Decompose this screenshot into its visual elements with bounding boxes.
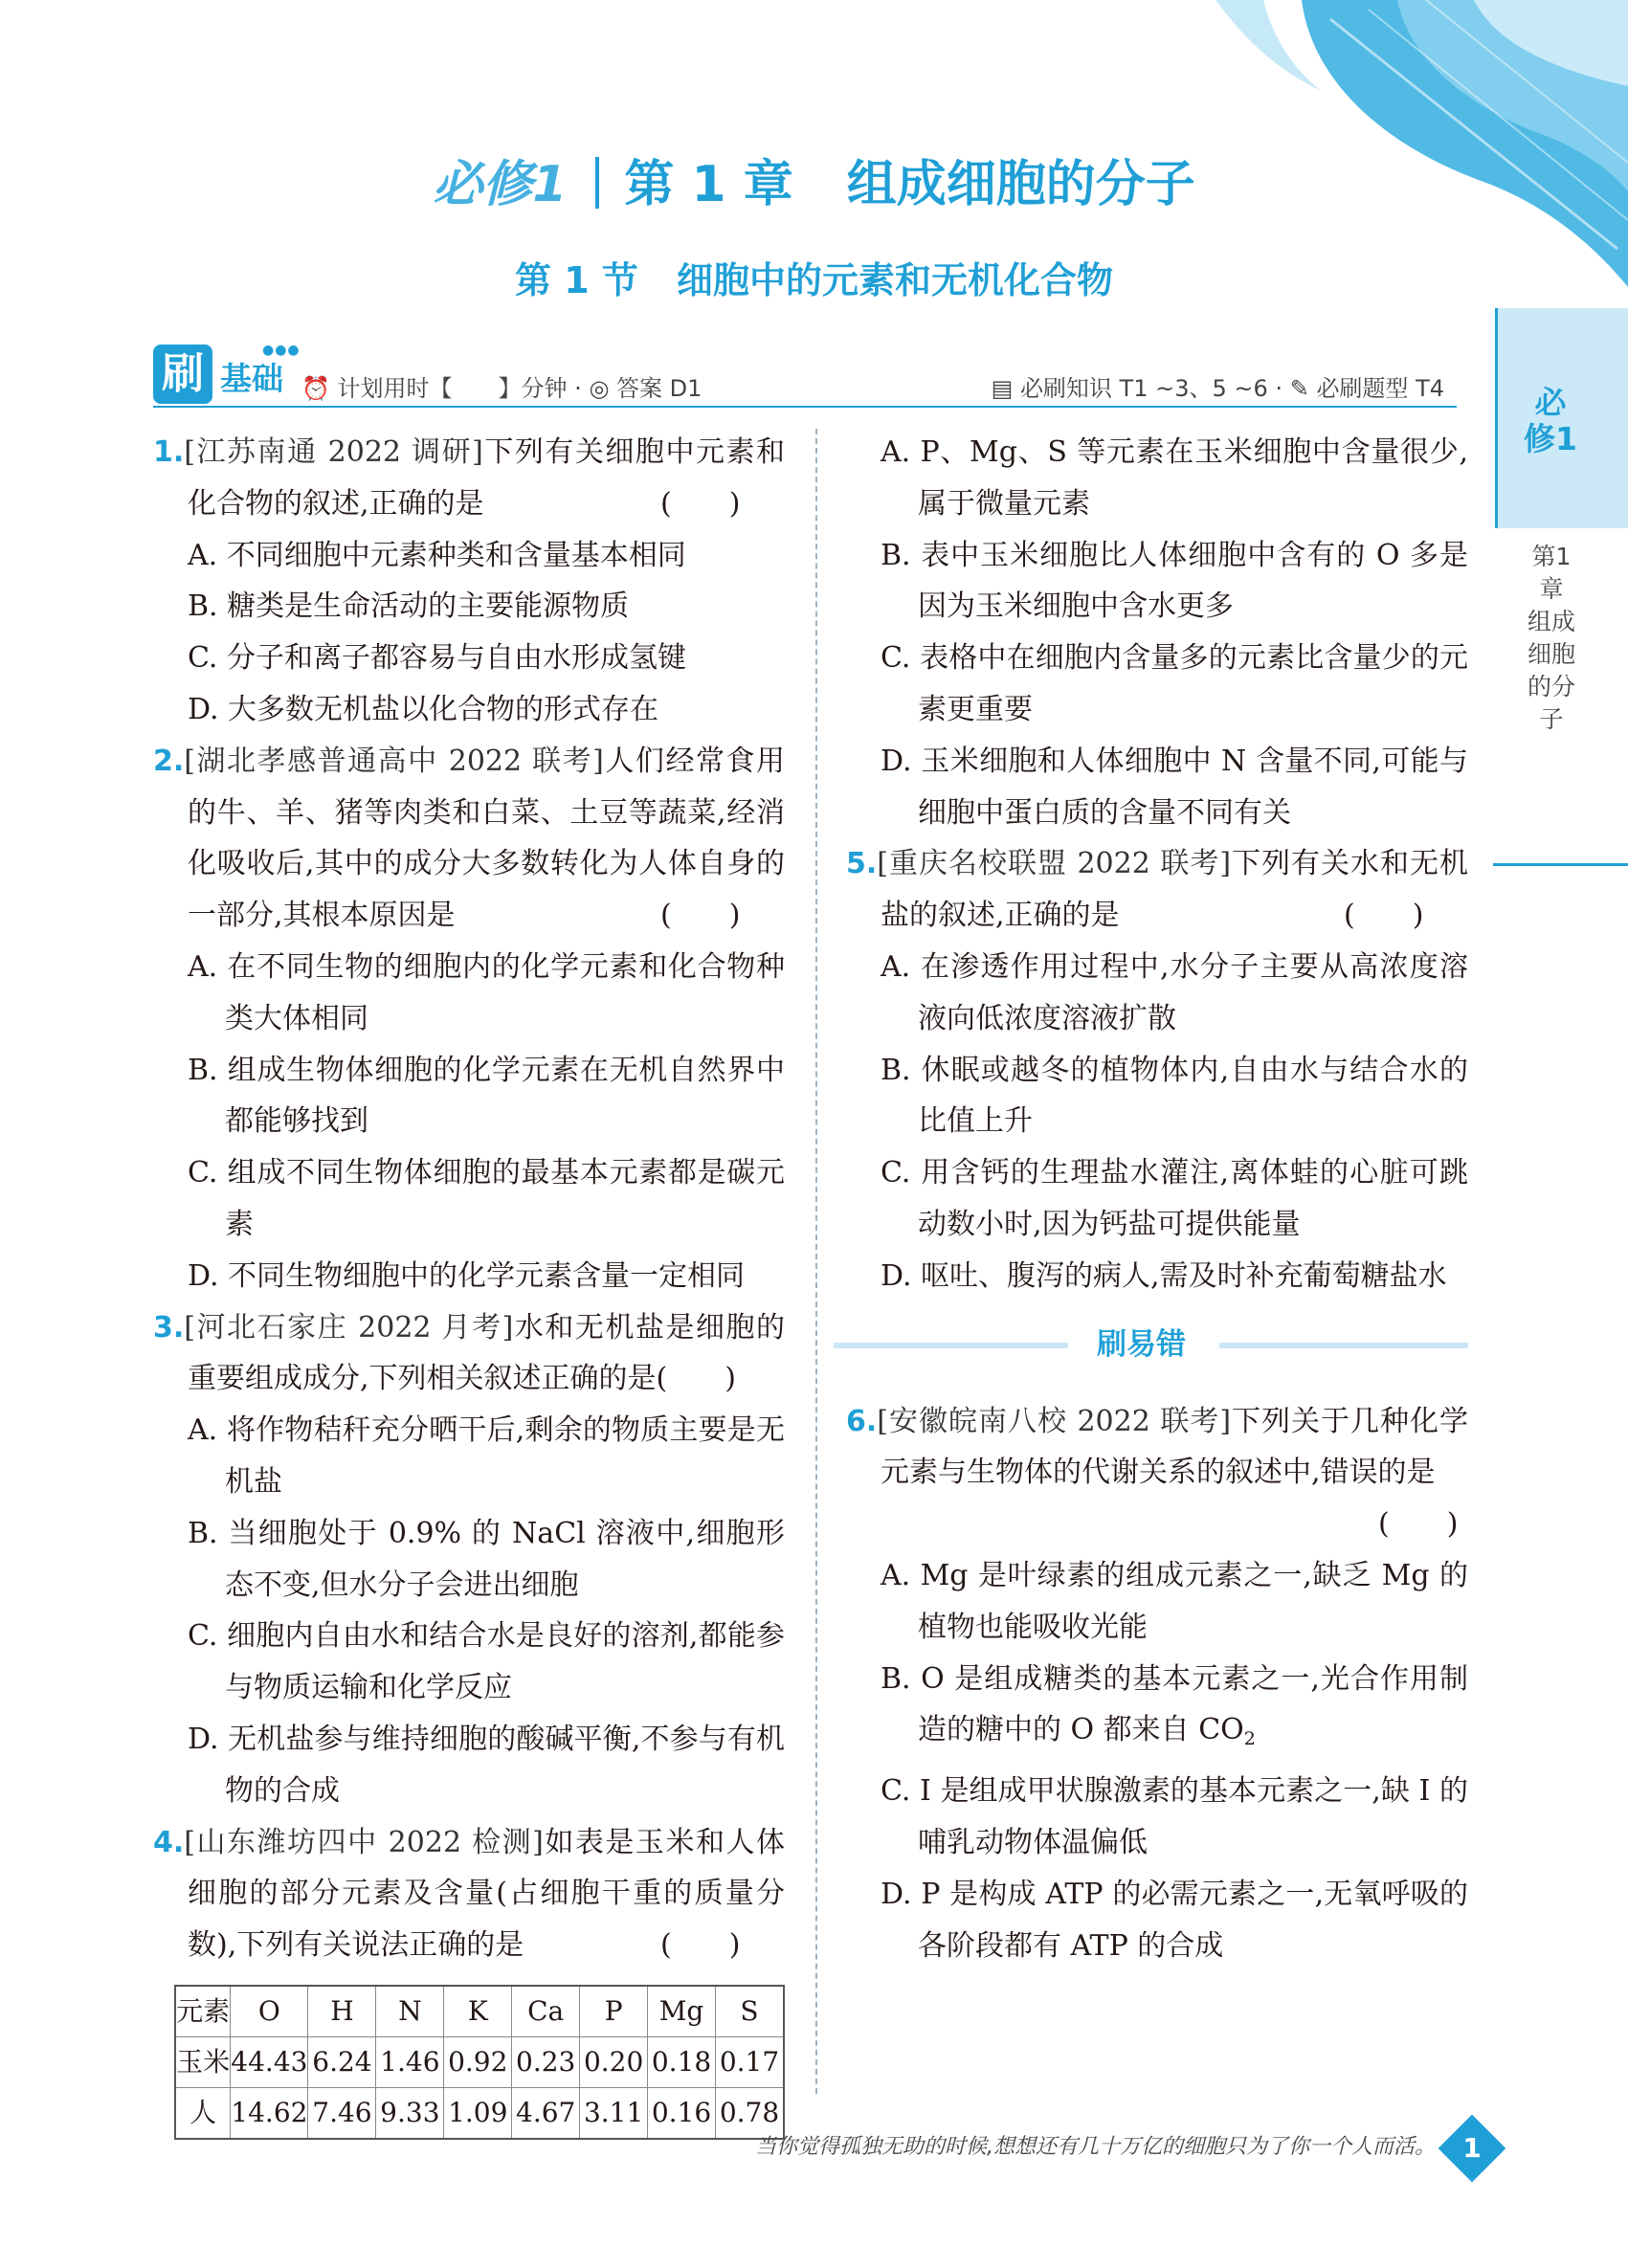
question-stem: 人们经常食用的牛、羊、猪等肉类和白菜、土豆等蔬菜,经消化吸收后,其中的成分大多数转化为人体自身的一部分,其根本原因是 xyxy=(188,744,786,933)
option-c: C. 分子和离子都容易与自由水形成氢键 xyxy=(188,641,686,676)
brush-logo: 刷 xyxy=(153,345,212,404)
side-tab-book: 必修1 xyxy=(1524,384,1577,457)
table-header: O xyxy=(231,1986,308,2037)
option-c: C. I 是组成甲状腺激素的基本元素之一,缺 I 的哺乳动物体温偏低 xyxy=(881,1774,1468,1859)
question-stem: 下列关于几种化学元素与生物体的代谢关系的叙述中,错误的是 xyxy=(881,1404,1469,1490)
right-column xyxy=(846,427,1468,1971)
question-3 xyxy=(153,1302,785,1817)
table-cell: 9.33 xyxy=(376,2087,444,2139)
table-header: Ca xyxy=(512,1986,580,2037)
option-a: A. P、Mg、S 等元素在玉米细胞中含量很少,属于微量元素 xyxy=(881,435,1468,521)
title-separator xyxy=(595,157,599,209)
option-a: A. 在不同生物的细胞内的化学元素和化合物种类大体相同 xyxy=(188,949,785,1035)
question-number: 3. xyxy=(153,1310,185,1345)
plan-info xyxy=(301,369,702,403)
table-cell: 0.78 xyxy=(716,2087,785,2139)
table-cell: 1.46 xyxy=(376,2036,444,2087)
answer-label: 答案 D1 xyxy=(616,375,702,402)
basic-label: 基础 xyxy=(220,360,283,397)
option-b: B. 当细胞处于 0.9% 的 NaCl 溶液中,细胞形态不变,但水分子会进出细胞 xyxy=(188,1516,785,1602)
clock-icon: ⏰ xyxy=(301,375,330,402)
table-cell: 人 xyxy=(175,2087,231,2139)
mistake-divider xyxy=(846,1316,1468,1373)
option-d: D. 无机盐参与维持细胞的酸碱平衡,不参与有机物的合成 xyxy=(188,1722,785,1808)
question-source: [山东潍坊四中 2022 检测] xyxy=(184,1825,544,1859)
question-1 xyxy=(153,427,785,736)
table-cell: 4.67 xyxy=(512,2087,580,2139)
question-source: [湖北孝感普通高中 2022 联考] xyxy=(184,744,604,778)
option-d: D. 不同生物细胞中的化学元素含量一定相同 xyxy=(188,1258,746,1293)
side-tab-chapter: 第1章 组成细胞的分子 xyxy=(1528,543,1576,733)
table-header: H xyxy=(308,1986,376,2037)
question-5 xyxy=(846,838,1468,1301)
question-number: 6. xyxy=(846,1404,878,1438)
element-table xyxy=(174,1985,785,2140)
question-2 xyxy=(153,736,785,1302)
option-b: B. 休眠或越冬的植物体内,自由水与结合水的比值上升 xyxy=(881,1053,1468,1139)
option-a: A. 不同细胞中元素种类和含量基本相同 xyxy=(188,538,686,572)
footer-quote: 当你觉得孤独无助的时候,想想还有几十万亿的细胞只为了你一个人而活。 xyxy=(755,2135,1436,2159)
option-a: A. 将作物秸秆充分晒干后,剩余的物质主要是无机盐 xyxy=(188,1413,785,1499)
table-header: S xyxy=(716,1986,785,2037)
check-icon: ✎ xyxy=(1289,375,1309,402)
section-number: 第 1 节 xyxy=(515,259,638,301)
option-b-subscript: 2 xyxy=(1243,1728,1256,1750)
question-number: 2. xyxy=(153,744,185,778)
divider-line-right xyxy=(1219,1343,1468,1348)
book-name: 必修1 xyxy=(433,156,568,213)
option-a: A. Mg 是叶绿素的组成元素之一,缺乏 Mg 的植物也能吸收光能 xyxy=(881,1558,1468,1644)
question-source: [江苏南通 2022 调研] xyxy=(184,435,483,469)
question-number: 5. xyxy=(846,847,878,881)
mistake-label: 刷易错 xyxy=(1097,1326,1186,1362)
question-number: 1. xyxy=(153,435,185,469)
question-source: [安徽皖南八校 2022 联考] xyxy=(877,1404,1232,1438)
option-b: B. 表中玉米细胞比人体细胞中含有的 O 多是因为玉米细胞中含水更多 xyxy=(881,538,1468,624)
table-cell: 0.92 xyxy=(444,2036,512,2087)
option-d: D. 大多数无机盐以化合物的形式存在 xyxy=(188,692,659,726)
answer-bracket: ( ) xyxy=(660,1928,741,1963)
question-stem: 下列有关水和无机盐的叙述,正确的是 xyxy=(881,847,1469,933)
chapter-number: 第 1 章 xyxy=(624,156,793,213)
side-tab-line xyxy=(1493,863,1628,866)
option-b: B. 组成生物体细胞的化学元素在无机自然界中都能够找到 xyxy=(188,1053,785,1139)
option-d: D. 玉米细胞和人体细胞中 N 含量不同,可能与细胞中蛋白质的含量不同有关 xyxy=(881,744,1468,830)
divider-line-left xyxy=(834,1343,1068,1348)
question-stem: 下列有关细胞中元素和化合物的叙述,正确的是 xyxy=(188,435,786,521)
section-bar-line xyxy=(153,406,1457,408)
table-header-row xyxy=(175,1986,784,2037)
option-d: D. P 是构成 ATP 的必需元素之一,无氧呼吸的各阶段都有 ATP 的合成 xyxy=(881,1877,1468,1963)
table-cell: 0.17 xyxy=(716,2036,785,2087)
table-cell: 0.20 xyxy=(580,2036,648,2087)
table-cell: 0.18 xyxy=(648,2036,716,2087)
section-title xyxy=(0,251,1628,303)
table-cell: 3.11 xyxy=(580,2087,648,2139)
option-c: C. 用含钙的生理盐水灌注,离体蛙的心脏可跳动数小时,因为钙盐可提供能量 xyxy=(881,1156,1468,1241)
table-cell: 14.62 xyxy=(231,2087,308,2139)
knowledge-info xyxy=(992,369,1444,403)
chapter-title: 组成细胞的分子 xyxy=(846,156,1195,213)
question-4 xyxy=(153,1817,785,2140)
page-number: 1 xyxy=(1462,2132,1482,2164)
option-c: C. 组成不同生物体细胞的最基本元素都是碳元素 xyxy=(188,1156,785,1241)
table-cell: 6.24 xyxy=(308,2036,376,2087)
answer-bracket: ( ) xyxy=(660,486,741,521)
answer-bracket: ( ) xyxy=(656,1362,736,1396)
page-title xyxy=(0,144,1628,215)
book-icon: ▤ xyxy=(991,375,1014,402)
table-header: K xyxy=(444,1986,512,2037)
left-column xyxy=(153,427,785,2140)
option-c: C. 表格中在细胞内含量多的元素比含量少的元素更重要 xyxy=(881,641,1468,726)
question-source: [河北石家庄 2022 月考] xyxy=(184,1310,514,1345)
option-b: B. 糖类是生命活动的主要能源物质 xyxy=(188,589,630,624)
table-header: 元素 xyxy=(175,1986,231,2037)
section-name: 细胞中的元素和无机化合物 xyxy=(676,259,1113,301)
question-4-options xyxy=(846,427,1468,838)
logo-dots-icon: ●●● xyxy=(262,343,301,358)
answer-bracket: ( ) xyxy=(1378,1507,1459,1542)
option-b xyxy=(846,1654,1468,1767)
question-stem: 如表是玉米和人体细胞的部分元素及含量(占细胞干重的质量分数),下列有关说法正确的是 xyxy=(188,1825,786,1963)
table-header: Mg xyxy=(648,1986,716,2037)
question-6 xyxy=(846,1396,1468,1972)
knowledge-label: 必刷知识 T1 ~3、5 ~6 · xyxy=(1019,375,1283,402)
table-cell: 玉米 xyxy=(175,2036,231,2087)
table-header: N xyxy=(376,1986,444,2037)
answer-bracket: ( ) xyxy=(1344,899,1424,933)
plan-time-label: 计划用时【 】分钟 · xyxy=(337,375,582,402)
table-row xyxy=(175,2036,784,2087)
question-number: 4. xyxy=(153,1825,185,1859)
table-header: P xyxy=(580,1986,648,2037)
option-b-text: B. O 是组成糖类的基本元素之一,光合作用制造的糖中的 O 都来自 CO xyxy=(881,1661,1468,1747)
option-a: A. 在渗透作用过程中,水分子主要从高浓度溶液向低浓度溶液扩散 xyxy=(881,949,1468,1035)
table-cell: 7.46 xyxy=(308,2087,376,2139)
table-cell: 0.16 xyxy=(648,2087,716,2139)
table-cell: 1.09 xyxy=(444,2087,512,2139)
table-cell: 44.43 xyxy=(231,2036,308,2087)
column-divider xyxy=(815,429,817,2094)
table-cell: 0.23 xyxy=(512,2036,580,2087)
answer-bracket: ( ) xyxy=(660,899,741,933)
question-stem: 水和无机盐是细胞的重要组成成分,下列相关叙述正确的是 xyxy=(188,1310,786,1396)
option-d: D. 呕吐、腹泻的病人,需及时补充葡萄糖盐水 xyxy=(881,1258,1447,1293)
question-type-label: 必刷题型 T4 xyxy=(1316,375,1444,402)
question-source: [重庆名校联盟 2022 联考] xyxy=(877,847,1232,881)
option-c: C. 细胞内自由水和结合水是良好的溶剂,都能参与物质运输和化学反应 xyxy=(188,1619,785,1705)
answer-icon: ◎ xyxy=(589,375,610,402)
